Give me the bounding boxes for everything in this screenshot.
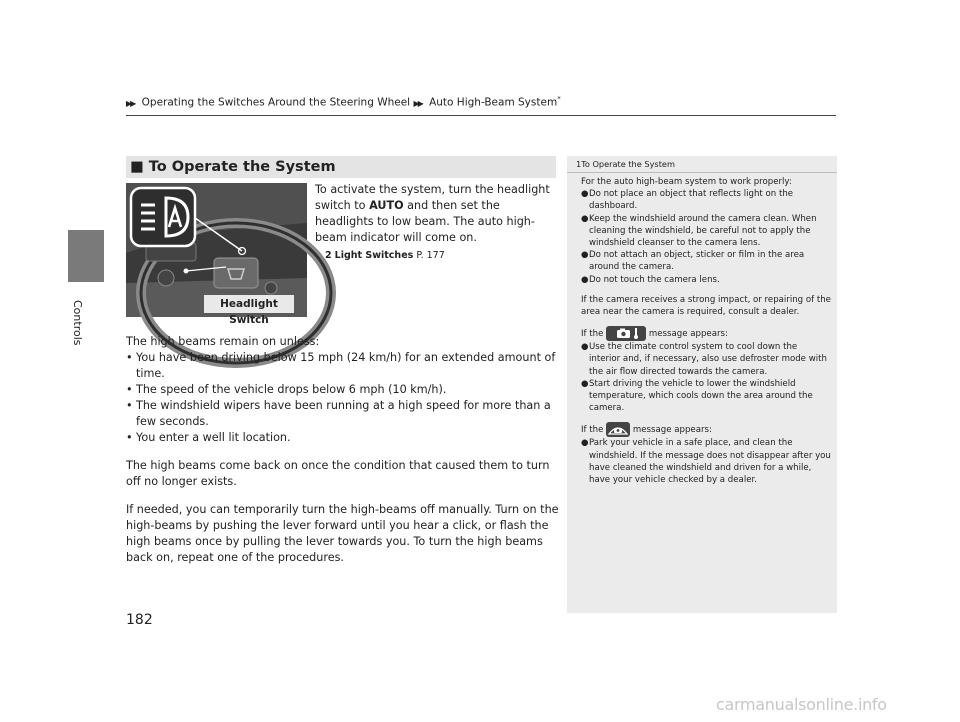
list-item: ● Keep the windshield around the camera clean. When cleaning the windshield, be careful not to apply the windshield cleanser to the camera lens. [581, 213, 817, 249]
paragraph: The high beams come back on once the condition that caused them to turn off no longer exists. [126, 459, 550, 488]
intro-text: To activate the system, turn the headlight switch to [315, 183, 550, 212]
conditions-list [126, 350, 562, 446]
list-item: • You enter a well lit location. [126, 431, 291, 444]
sidebar-list [581, 188, 831, 286]
list-item: ● Do not place an object that reflects light on the dashboard. [581, 189, 794, 212]
sidebar-title: 1To Operate the System [576, 159, 675, 169]
list-item: ● Use the climate control system to cool down the interior and, if necessary, also use defroster mode with the air flow directed towards the camera. [581, 342, 827, 377]
section-heading [126, 156, 556, 178]
breadcrumb-item-current: Auto High-Beam System [429, 96, 558, 109]
dashboard-figure [126, 183, 307, 326]
list-item: ● Do not attach an object, sticker or film in the area around the camera. [581, 250, 805, 273]
chapter-tab [68, 230, 104, 282]
xref-arrow-icon: 2 [325, 250, 332, 261]
intro-paragraph [315, 182, 555, 264]
xref-title[interactable]: Light Switches [334, 250, 414, 261]
breadcrumb [126, 95, 561, 109]
breadcrumb-arrow-icon: ▶▶ [126, 98, 135, 108]
breadcrumb-item[interactable]: Operating the Switches Around the Steering Wheel [141, 96, 411, 109]
list-item: • You have been driving below 15 mph (24 km/h) for an extended amount of time. [126, 351, 556, 380]
message-2-list [581, 437, 831, 486]
sidebar-note [567, 156, 837, 613]
camera-windshield-message-icon [606, 422, 630, 437]
header-divider [126, 115, 836, 116]
list-item: ● Start driving the vehicle to lower the windshield temperature, which cools down the area around the camera. [581, 378, 813, 414]
paragraph: If needed, you can temporarily turn the high-beams off manually. Turn on the high-beams by pushing the lever forward until you hear a click, or flash the high beams once by pulling the lever towards you. To turn the high beams back on, repeat one of the procedures. [126, 503, 559, 564]
section-title: To Operate the System [148, 159, 336, 175]
watermark: carmanualsonline.info [716, 695, 887, 714]
sidebar-divider [567, 172, 837, 173]
list-item: • The windshield wipers have been running at a high speed for more than a few seconds. [126, 399, 551, 428]
section-bullet: ■ [130, 159, 144, 175]
cross-reference[interactable] [315, 248, 555, 264]
impact-note: If the camera receives a strong impact, or repairing of the area near the camera is required, consult a dealer. [581, 294, 831, 318]
main-body [126, 334, 562, 578]
breadcrumb-arrow-icon: ▶▶ [413, 98, 422, 108]
message-1-list [581, 341, 831, 414]
list-item: ● Park your vehicle in a safe place, and clean the windshield. If the message does not disappear after you have cleaned the windshield and driven for a while, have your vehicle checked by a dealer. [581, 438, 831, 486]
sidebar-body [581, 176, 831, 494]
message-1-line: If the message appears: [581, 326, 831, 341]
auto-setting-label: AUTO [369, 199, 404, 212]
xref-page: P. 177 [413, 250, 445, 261]
chapter-tab-label: Controls [71, 300, 84, 346]
list-item: ● Do not touch the camera lens. [581, 274, 720, 285]
list-item: • The speed of the vehicle drops below 6 mph (10 km/h). [126, 383, 447, 396]
intro-text-continued: and then set the headlights to low beam. The auto high-beam indicator will come on. [315, 199, 535, 244]
conditions-intro: The high beams remain on unless: [126, 335, 320, 348]
sidebar-intro: For the auto high-beam system to work properly: [581, 177, 792, 187]
figure-callout-label: Headlight Switch [220, 298, 278, 326]
message-2-line: If the message appears: [581, 422, 831, 437]
camera-temperature-message-icon [606, 326, 646, 341]
sidebar-ref-icon: 1 [576, 159, 582, 169]
optional-feature-mark: * [557, 95, 561, 103]
page-number: 182 [126, 612, 153, 628]
